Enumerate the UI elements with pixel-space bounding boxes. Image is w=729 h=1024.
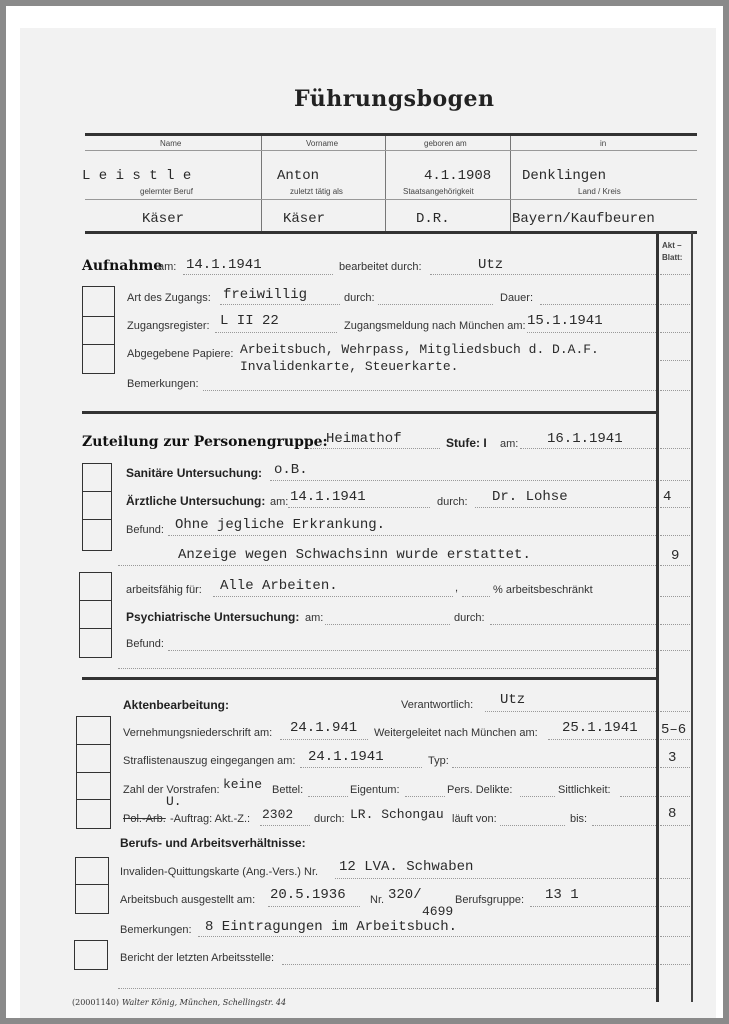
dotted-line bbox=[500, 825, 565, 826]
dotted-line bbox=[660, 936, 690, 937]
dotted-line bbox=[660, 711, 690, 712]
label-geboren-am: geboren am bbox=[424, 139, 467, 148]
dotted-line bbox=[118, 668, 656, 669]
bearbeitet-value: Utz bbox=[478, 257, 504, 273]
aerztlich-durch-value: Dr. Lohse bbox=[492, 489, 568, 505]
arbeitsbuch-value: 20.5.1936 bbox=[270, 887, 346, 903]
berufsgruppe-label: Berufsgruppe: bbox=[455, 894, 525, 906]
art-zugang-value: freiwillig bbox=[223, 287, 308, 303]
dauer-label: Dauer: bbox=[500, 292, 534, 304]
zuteilung-am-label: am: bbox=[500, 438, 519, 450]
akt-blatt-aerztlich: 4 bbox=[663, 489, 672, 505]
auftrag-durch-label: durch: bbox=[314, 813, 345, 825]
akt-blatt-anzeige: 9 bbox=[671, 548, 680, 564]
beruf-heading: Berufs- und Arbeitsverhältnisse: bbox=[120, 836, 306, 850]
stufe-label: Stufe: I bbox=[446, 436, 487, 450]
dotted-line bbox=[308, 796, 348, 797]
aerztlich-label: Ärztliche Untersuchung: bbox=[126, 494, 266, 508]
papiere-value-line1: Arbeitsbuch, Wehrpass, Mitgliedsbuch d. D.A.F. bbox=[240, 342, 599, 357]
akt-blatt-header: Akt – Blatt: bbox=[662, 241, 683, 262]
section-divider bbox=[82, 411, 657, 414]
art-durch-label: durch: bbox=[344, 292, 375, 304]
label-vorname: Vorname bbox=[306, 139, 339, 148]
aerztlich-durch-label: durch: bbox=[437, 496, 468, 508]
dotted-line bbox=[660, 535, 690, 536]
dotted-line bbox=[660, 796, 690, 797]
arbeitsfaehig-label: arbeitsfähig für: bbox=[126, 584, 202, 596]
dotted-line bbox=[280, 739, 368, 740]
pol-arb-struck-label: Pol.-Arb. bbox=[123, 813, 166, 825]
vorstrafen-label: Zahl der Vorstrafen: bbox=[123, 784, 220, 796]
psychiatrisch-befund-label: Befund: bbox=[126, 638, 164, 650]
dotted-line bbox=[215, 332, 337, 333]
dotted-line bbox=[660, 360, 690, 361]
aufnahme-am-label: am: bbox=[158, 261, 177, 273]
dotted-line bbox=[378, 304, 493, 305]
header-top-rule bbox=[85, 133, 697, 136]
nr-label: Nr. bbox=[370, 894, 385, 906]
value-gelernter-beruf: Käser bbox=[142, 211, 185, 227]
invaliden-label: Invaliden-Quittungskarte (Ang.-Vers.) Nr. bbox=[120, 866, 319, 878]
header-bottom-rule bbox=[85, 231, 697, 234]
auftrag-durch-value: LR. Schongau bbox=[350, 807, 444, 822]
dotted-line bbox=[660, 825, 690, 826]
nr-value: 320/ bbox=[388, 887, 422, 903]
nr-value-second-line: 4699 bbox=[422, 904, 454, 919]
dotted-line bbox=[660, 274, 690, 275]
dotted-line bbox=[325, 624, 450, 625]
section-divider bbox=[82, 677, 657, 680]
bis-label: bis: bbox=[570, 813, 588, 825]
zugangsmeldung-label: Zugangsmeldung nach München am: bbox=[344, 320, 526, 332]
checkbox-bericht[interactable] bbox=[74, 940, 108, 970]
dotted-line bbox=[300, 767, 422, 768]
dotted-line bbox=[660, 964, 690, 965]
dotted-line bbox=[118, 565, 656, 566]
psychiatrisch-am-label: am: bbox=[305, 612, 324, 624]
zugangsmeldung-value: 15.1.1941 bbox=[527, 313, 603, 329]
dotted-line bbox=[203, 390, 656, 391]
dotted-line bbox=[520, 796, 555, 797]
akt-column-left-border bbox=[656, 232, 659, 1002]
dotted-line bbox=[485, 711, 656, 712]
dotted-line bbox=[540, 304, 656, 305]
typ-label: Typ: bbox=[428, 755, 449, 767]
befund-value: Ohne jegliche Erkrankung. bbox=[175, 517, 386, 533]
dotted-line bbox=[213, 596, 453, 597]
dotted-line bbox=[270, 480, 656, 481]
sittlichkeit-label: Sittlichkeit: bbox=[558, 784, 611, 796]
value-land-kreis: Bayern/Kaufbeuren bbox=[512, 211, 655, 227]
comma: , bbox=[455, 582, 459, 594]
akten-heading: Aktenbearbeitung: bbox=[123, 698, 230, 712]
dotted-line bbox=[335, 878, 656, 879]
dotted-line bbox=[462, 596, 490, 597]
value-name: L e i s t l e bbox=[82, 168, 192, 184]
zugangsregister-label: Zugangsregister: bbox=[127, 320, 210, 332]
dotted-line bbox=[118, 988, 656, 989]
weitergeleitet-value: 25.1.1941 bbox=[562, 720, 638, 736]
zuteilung-am-value: 16.1.1941 bbox=[547, 431, 623, 447]
value-staatsangehoerigkeit: D.R. bbox=[416, 211, 450, 227]
dotted-line bbox=[520, 448, 656, 449]
berufsgruppe-value: 13 1 bbox=[545, 887, 579, 903]
auftrag-insert-u: U. bbox=[166, 794, 182, 809]
strafliste-label: Straflistenauszug eingegangen am: bbox=[123, 755, 296, 767]
dotted-line bbox=[430, 274, 656, 275]
dotted-line bbox=[452, 767, 656, 768]
label-in: in bbox=[600, 139, 607, 148]
papiere-value-line2: Invalidenkarte, Steuerkarte. bbox=[240, 359, 459, 374]
dotted-line bbox=[530, 906, 656, 907]
pers-delikte-label: Pers. Delikte: bbox=[447, 784, 513, 796]
zuteilung-heading: Zuteilung zur Personengruppe: bbox=[82, 434, 328, 450]
psychiatrisch-durch-label: durch: bbox=[454, 612, 485, 624]
header-label-rule bbox=[85, 199, 697, 200]
dotted-line bbox=[592, 825, 656, 826]
dotted-line bbox=[527, 332, 656, 333]
verantwortlich-value: Utz bbox=[500, 692, 526, 708]
vernehmung-value: 24.1.941 bbox=[290, 720, 358, 736]
dotted-line bbox=[660, 565, 690, 566]
header-label-rule bbox=[85, 150, 697, 151]
dotted-line bbox=[168, 650, 656, 651]
zugangsregister-value: L II 22 bbox=[220, 313, 279, 329]
bearbeitet-label: bearbeitet durch: bbox=[339, 261, 422, 273]
aufnahme-bemerkungen-label: Bemerkungen: bbox=[127, 378, 199, 390]
form-code: (20001140) bbox=[72, 998, 119, 1007]
auftrag-label: -Auftrag: Akt.-Z.: bbox=[170, 813, 251, 825]
aerztlich-am-label: am: bbox=[270, 496, 289, 508]
vorstrafen-value: keine bbox=[223, 777, 263, 792]
dotted-line bbox=[660, 596, 690, 597]
dotted-line bbox=[220, 304, 340, 305]
dotted-line bbox=[660, 448, 690, 449]
vernehmung-label: Vernehmungsniederschrift am: bbox=[123, 727, 273, 739]
label-zuletzt-taetig: zuletzt tätig als bbox=[290, 187, 343, 196]
arbeitsbuch-label: Arbeitsbuch ausgestellt am: bbox=[120, 894, 256, 906]
beruf-bemerkungen-label: Bemerkungen: bbox=[120, 924, 192, 936]
dotted-line bbox=[660, 507, 690, 508]
strafliste-value: 24.1.1941 bbox=[308, 749, 384, 765]
checkbox-group-arbeitsfaehig[interactable] bbox=[79, 572, 112, 658]
value-geboren-am: 4.1.1908 bbox=[424, 168, 492, 184]
dotted-line bbox=[660, 624, 690, 625]
sanitaer-label: Sanitäre Untersuchung: bbox=[126, 466, 263, 480]
dotted-line bbox=[620, 796, 656, 797]
dotted-line bbox=[183, 274, 333, 275]
dotted-line bbox=[475, 507, 656, 508]
akt-blatt-auftrag: 8 bbox=[668, 806, 677, 822]
laeuft-von-label: läuft von: bbox=[452, 813, 497, 825]
form-title: Führungsbogen bbox=[294, 86, 495, 112]
dotted-line bbox=[660, 906, 690, 907]
auftrag-aktz-value: 2302 bbox=[262, 807, 294, 822]
bericht-label: Bericht der letzten Arbeitsstelle: bbox=[120, 952, 275, 964]
dotted-line bbox=[310, 448, 440, 449]
akt-blatt-vernehmung: 5–6 bbox=[661, 722, 687, 738]
aufnahme-am-value: 14.1.1941 bbox=[186, 257, 262, 273]
bettel-label: Bettel: bbox=[272, 784, 304, 796]
label-land-kreis: Land / Kreis bbox=[578, 187, 621, 196]
dotted-line bbox=[548, 739, 656, 740]
dotted-line bbox=[260, 825, 310, 826]
sanitaer-value: o.B. bbox=[274, 462, 308, 478]
invaliden-value: 12 LVA. Schwaben bbox=[339, 859, 474, 875]
beruf-bemerkungen-value: 8 Eintragungen im Arbeitsbuch. bbox=[205, 919, 458, 935]
arbeitsfaehig-value: Alle Arbeiten. bbox=[220, 578, 338, 594]
label-staatsangehoerigkeit: Staatsangehörigkeit bbox=[403, 187, 474, 196]
dotted-line bbox=[660, 304, 690, 305]
value-vorname: Anton bbox=[277, 168, 320, 184]
dotted-line bbox=[405, 796, 445, 797]
dotted-line bbox=[268, 906, 360, 907]
papiere-label: Abgegebene Papiere: bbox=[127, 348, 234, 360]
dotted-line bbox=[660, 480, 690, 481]
dotted-line bbox=[660, 650, 690, 651]
psychiatrisch-label: Psychiatrische Untersuchung: bbox=[126, 610, 300, 624]
label-name: Name bbox=[160, 139, 182, 148]
dotted-line bbox=[288, 507, 430, 508]
dotted-line bbox=[282, 964, 656, 965]
akt-blatt-strafliste: 3 bbox=[668, 750, 677, 766]
dotted-line bbox=[660, 739, 690, 740]
printer-imprint: Walter König, München, Schellingstr. 44 bbox=[122, 998, 287, 1007]
dotted-line bbox=[660, 767, 690, 768]
checkbox-group-untersuchung[interactable] bbox=[82, 463, 112, 551]
checkbox-group-aufnahme[interactable] bbox=[82, 286, 115, 374]
checkbox-group-beruf[interactable] bbox=[75, 857, 109, 914]
arbeitsbeschraenkt-label: % arbeitsbeschränkt bbox=[493, 584, 593, 596]
dotted-line bbox=[660, 332, 690, 333]
aerztlich-am-value: 14.1.1941 bbox=[290, 489, 366, 505]
dotted-line bbox=[168, 535, 656, 536]
weitergeleitet-label: Weitergeleitet nach München am: bbox=[374, 727, 538, 739]
anzeige-value: Anzeige wegen Schwachsinn wurde erstattet. bbox=[178, 547, 531, 563]
dotted-line bbox=[660, 878, 690, 879]
value-zuletzt-taetig: Käser bbox=[283, 211, 326, 227]
label-gelernter-beruf: gelernter Beruf bbox=[140, 187, 193, 196]
dotted-line bbox=[490, 624, 656, 625]
art-zugang-label: Art des Zugangs: bbox=[127, 292, 211, 304]
eigentum-label: Eigentum: bbox=[350, 784, 400, 796]
dotted-line bbox=[660, 390, 690, 391]
checkbox-group-akten[interactable] bbox=[76, 716, 111, 829]
verantwortlich-label: Verantwortlich: bbox=[401, 699, 474, 711]
value-geburtsort: Denklingen bbox=[522, 168, 607, 184]
befund-label: Befund: bbox=[126, 524, 164, 536]
aufnahme-heading: Aufnahme bbox=[82, 258, 163, 274]
dotted-line bbox=[198, 936, 656, 937]
personengruppe-value: Heimathof bbox=[326, 431, 402, 447]
akt-column-right-border bbox=[691, 232, 693, 1002]
